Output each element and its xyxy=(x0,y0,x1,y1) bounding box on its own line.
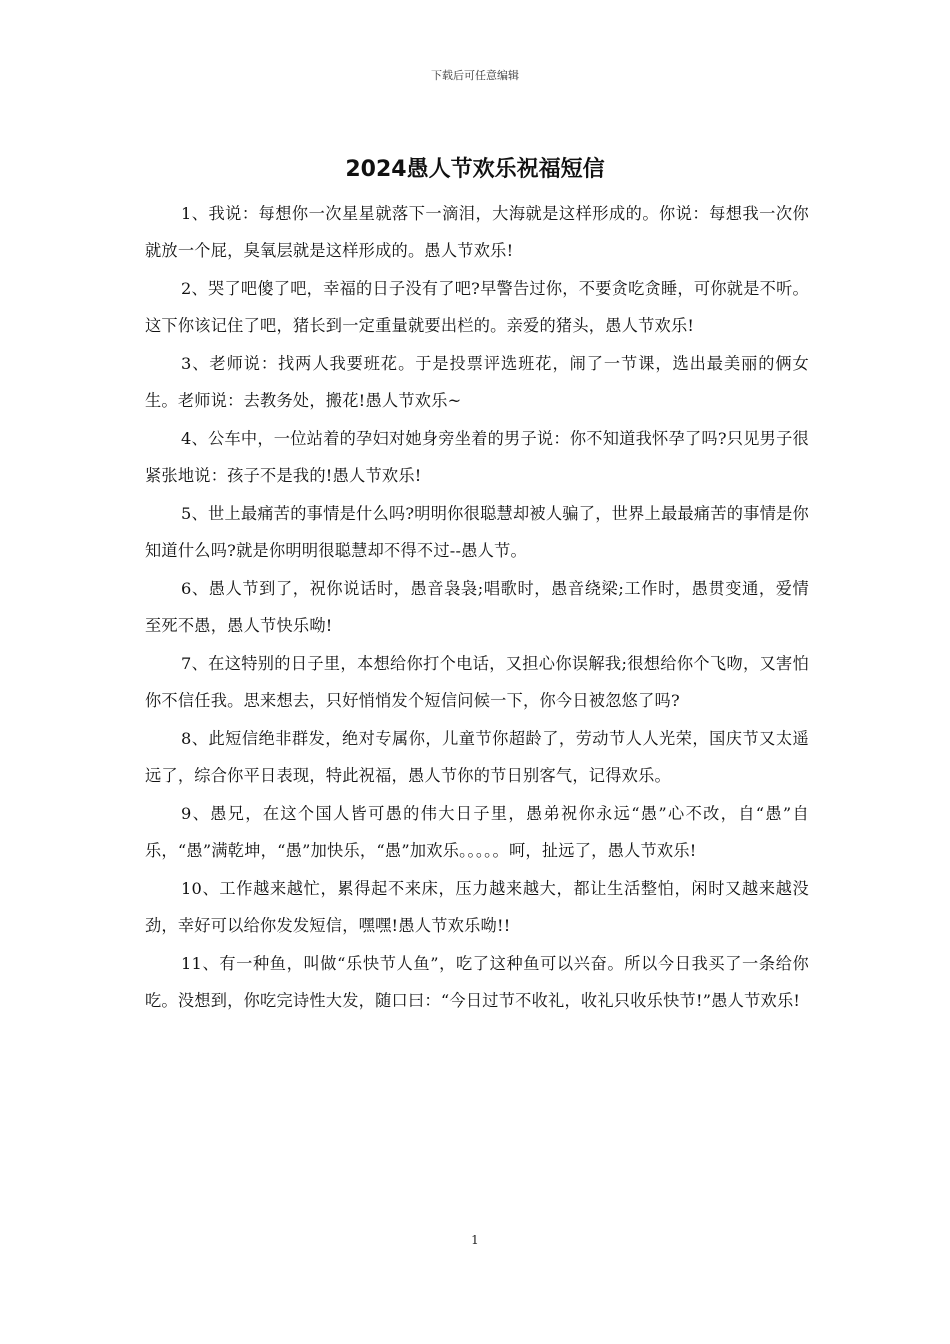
document-title: 2024愚人节欢乐祝福短信 xyxy=(345,157,605,182)
paragraph-1: 1、我说：每想你一次星星就落下一滴泪，大海就是这样形成的。你说：每想我一次你就放一个屁，臭氧层就是这样形成的。愚人节欢乐! xyxy=(145,204,809,260)
paragraph-11: 11、有一种鱼，叫做“乐快节人鱼”，吃了这种鱼可以兴奋。所以今日我买了一条给你吃。没想到，你吃完诗性大发，随口曰：“今日过节不收礼，收礼只收乐快节!”愚人节欢乐! xyxy=(145,954,809,1010)
page-number: 1 xyxy=(471,1233,479,1247)
paragraph-3: 3、老师说：找两人我要班花。于是投票评选班花，闹了一节课，选出最美丽的俩女生。老师说：去教务处，搬花!愚人节欢乐~ xyxy=(145,354,809,410)
page-header-note: 下载后可任意编辑 xyxy=(431,69,519,82)
paragraph-10: 10、工作越来越忙，累得起不来床，压力越来越大，都让生活整怕，闲时又越来越没劲，幸好可以给你发发短信，嘿嘿!愚人节欢乐呦!! xyxy=(145,879,809,935)
paragraph-6: 6、愚人节到了，祝你说话时，愚音袅袅;唱歌时，愚音绕梁;工作时，愚贯变通，爱情至死不愚，愚人节快乐呦! xyxy=(145,579,809,635)
paragraph-4: 4、公车中，一位站着的孕妇对她身旁坐着的男子说：你不知道我怀孕了吗?只见男子很紧张地说：孩子不是我的!愚人节欢乐! xyxy=(145,429,809,485)
paragraph-2: 2、哭了吧傻了吧，幸福的日子没有了吧?早警告过你，不要贪吃贪睡，可你就是不听。这下你该记住了吧，猪长到一定重量就要出栏的。亲爱的猪头，愚人节欢乐! xyxy=(145,279,809,335)
paragraph-5: 5、世上最痛苦的事情是什么吗?明明你很聪慧却被人骗了，世界上最最痛苦的事情是你知道什么吗?就是你明明很聪慧却不得不过--愚人节。 xyxy=(145,504,809,560)
paragraph-9: 9、愚兄，在这个国人皆可愚的伟大日子里，愚弟祝你永远“愚”心不改，自“愚”自乐，“愚”满乾坤，“愚”加快乐，“愚”加欢乐。。。。。呵，扯远了，愚人节欢乐! xyxy=(145,804,809,860)
paragraph-8: 8、此短信绝非群发，绝对专属你，儿童节你超龄了，劳动节人人光荣，国庆节又太遥远了，综合你平日表现，特此祝福，愚人节你的节日别客气，记得欢乐。 xyxy=(145,729,809,785)
paragraph-7: 7、在这特别的日子里，本想给你打个电话，又担心你误解我;很想给你个飞吻，又害怕你不信任我。思来想去，只好悄悄发个短信问候一下，你今日被忽悠了吗? xyxy=(145,654,809,710)
document-body xyxy=(145,196,809,1021)
